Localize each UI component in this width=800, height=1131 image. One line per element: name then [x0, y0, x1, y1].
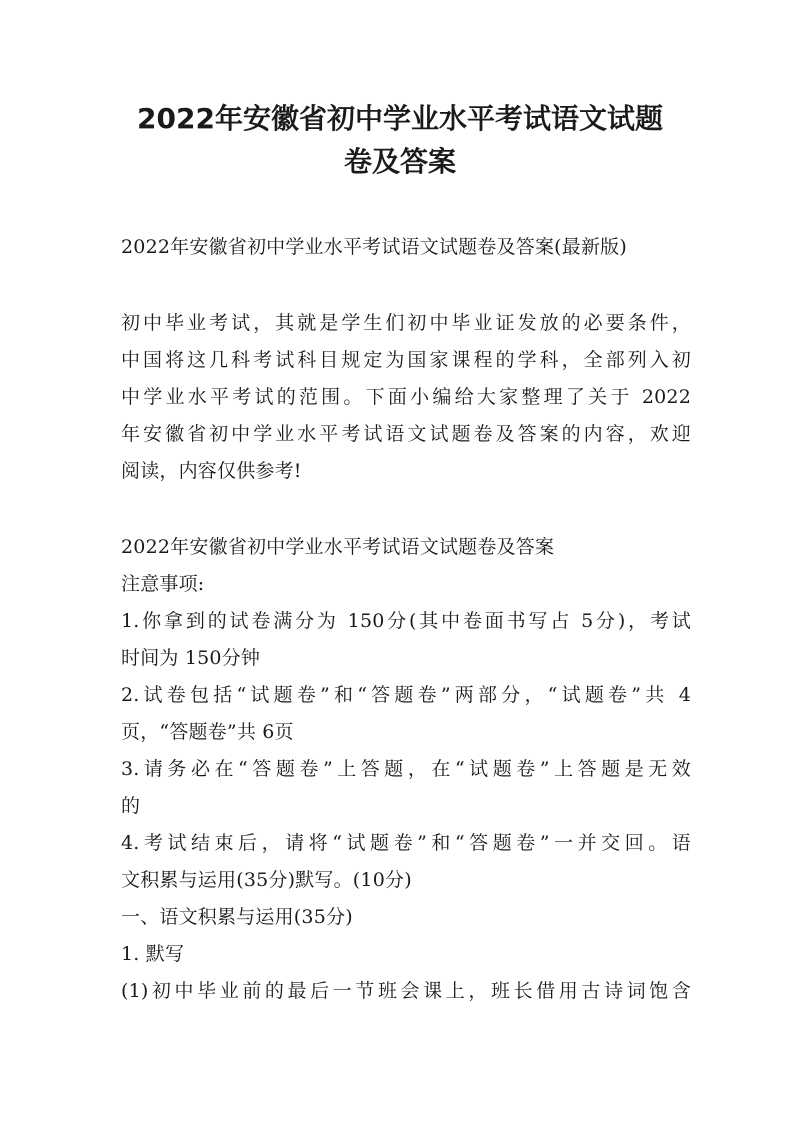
- section-heading: 2022年安徽省初中学业水平考试语文试题卷及答案: [121, 536, 555, 558]
- document-subtitle: 2022年安徽省初中学业水平考试语文试题卷及答案(最新版): [121, 236, 627, 258]
- notice-label: 注意事项:: [121, 573, 205, 595]
- intro-line: 年安徽省初中学业水平考试语文试题卷及答案的内容，欢迎: [121, 423, 691, 445]
- document-title-line-1: 2022年安徽省初中学业水平考试语文试题: [137, 102, 663, 135]
- intro-line: 中学业水平考试的范围。下面小编给大家整理了关于 2022: [121, 386, 691, 408]
- notice-line: 3.请务必在“答题卷”上答题，在“试题卷”上答题是无效: [121, 758, 691, 780]
- notice-line: 2.试卷包括“试题卷”和“答题卷”两部分，“试题卷”共 4: [121, 684, 691, 706]
- notice-line: 页，“答题卷”共 6页: [121, 721, 294, 743]
- document-title-line-2: 卷及答案: [343, 145, 456, 178]
- intro-line: 初中毕业考试，其就是学生们初中毕业证发放的必要条件，: [121, 312, 691, 334]
- intro-line: 中国将这几科考试科目规定为国家课程的学科，全部列入初: [121, 349, 691, 371]
- notice-line: 1. 默写: [121, 943, 185, 965]
- notice-line: 的: [121, 795, 141, 817]
- intro-line: 阅读，内容仅供参考!: [121, 460, 302, 482]
- notice-line: 1.你拿到的试卷满分为 150分(其中卷面书写占 5分)，考试: [121, 610, 691, 632]
- notice-line: 一、语文积累与运用(35分): [121, 906, 353, 928]
- notice-line: 文积累与运用(35分)默写。(10分): [121, 869, 412, 891]
- notice-line: 时间为 150分钟: [121, 647, 261, 669]
- notice-line: 4.考试结束后，请将“试题卷”和“答题卷”一并交回。语: [121, 832, 691, 854]
- notice-line: (1)初中毕业前的最后一节班会课上，班长借用古诗词饱含: [121, 980, 691, 1002]
